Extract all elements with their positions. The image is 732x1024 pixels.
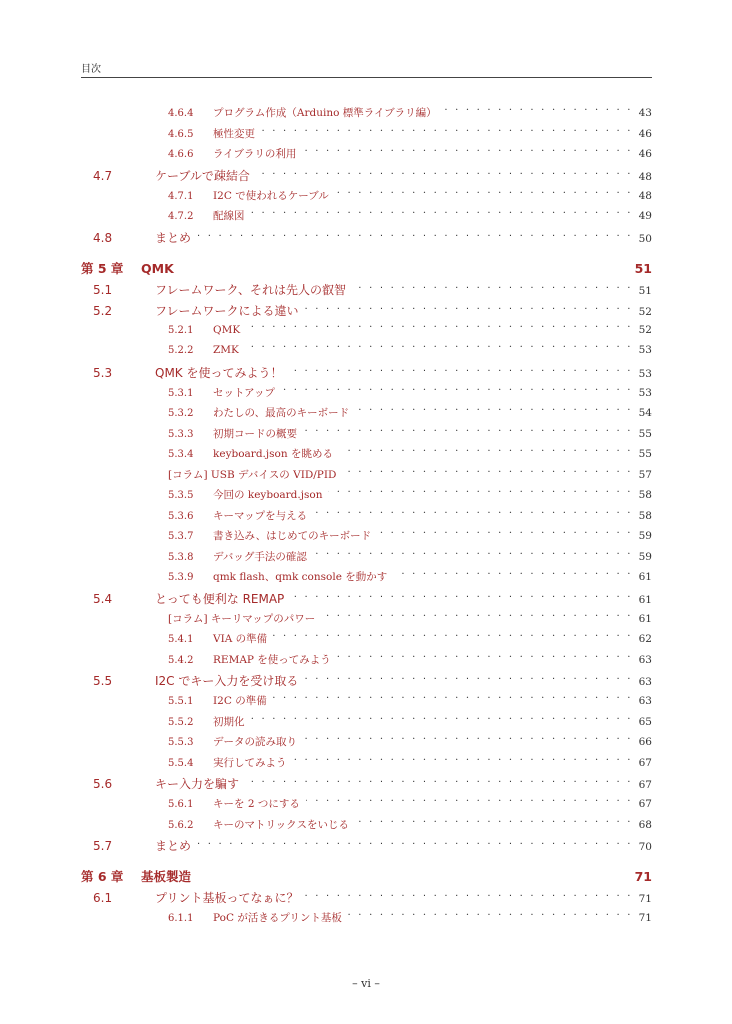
toc-entry-page: 43 [638, 107, 652, 119]
toc-entry-number: 5.2.2 [168, 345, 213, 356]
toc-entry-number: 5.3.4 [168, 449, 213, 460]
toc-entry-title[interactable]: 基板製造 [141, 867, 635, 885]
dot-leader [321, 612, 632, 622]
toc-entry-number: 5.2.1 [168, 325, 213, 336]
toc-entry-title[interactable]: 初期コードの概要 [213, 427, 297, 440]
toc-entry-title[interactable]: ケーブルで疎結合 [155, 168, 250, 183]
toc-entry[interactable] [81, 611, 652, 632]
dot-leader [290, 593, 632, 603]
toc-entry-page: 68 [638, 818, 652, 831]
toc-entry-title[interactable]: データの読み取り [213, 736, 297, 748]
toc-entry-number: 5.3.8 [168, 552, 213, 563]
toc-entry[interactable] [81, 385, 652, 406]
toc-entry-page: 55 [638, 448, 652, 460]
toc-entry-page: 59 [638, 550, 652, 563]
dot-leader [377, 529, 632, 539]
toc-entry[interactable] [81, 590, 652, 611]
toc-entry-number: 6.1.1 [168, 913, 213, 924]
toc-entry[interactable] [81, 796, 652, 817]
toc-entry-page: 50 [638, 232, 652, 245]
toc-entry-page: 48 [638, 170, 652, 183]
toc-entry-number: 5.6.1 [168, 799, 213, 810]
toc-entry-number: 5.5 [93, 674, 155, 688]
dot-leader [288, 367, 632, 377]
toc-entry[interactable] [81, 528, 652, 549]
toc-entry[interactable] [81, 652, 652, 673]
toc-entry-page: 61 [638, 571, 652, 583]
header-title: 目次 [81, 64, 101, 75]
toc-entry-number: 4.6.6 [168, 149, 213, 160]
toc-entry[interactable] [81, 446, 652, 467]
dot-leader [281, 386, 633, 396]
toc-entry-page: 53 [638, 367, 652, 380]
toc-entry-number: 5.3 [93, 366, 155, 380]
toc-entry[interactable] [81, 343, 652, 364]
toc-entry[interactable] [81, 734, 652, 755]
toc-entry-number: 5.1 [93, 283, 155, 297]
toc-entry-title[interactable]: まとめ [155, 230, 192, 245]
toc-entry[interactable] [81, 910, 652, 931]
dot-leader [335, 189, 633, 199]
toc-entry-page: 62 [638, 633, 652, 645]
toc-entry-title[interactable]: ZMK [213, 344, 239, 356]
toc-entry-number: 5.5.4 [168, 758, 213, 769]
toc-entry-title[interactable]: QMK [141, 261, 635, 276]
toc-entry-title[interactable]: ライブラリの利用 [213, 148, 297, 160]
toc-entry-title[interactable]: 初期化 [213, 715, 245, 728]
toc-entry[interactable] [81, 487, 652, 508]
page-number: – vi – [352, 977, 380, 990]
toc-entry[interactable] [81, 302, 652, 323]
toc-entry[interactable] [81, 693, 652, 714]
dot-leader [246, 323, 632, 333]
toc-entry-page: 51 [634, 260, 652, 276]
toc-entry-number: 4.6.4 [168, 108, 213, 119]
dot-leader [251, 209, 633, 219]
toc-entry-page: 51 [638, 284, 652, 297]
toc-entry-number: 4.7 [93, 169, 155, 183]
toc-entry-number: 5.3.7 [168, 531, 213, 542]
toc-entry-page: 71 [634, 869, 652, 884]
toc-entry-page: 46 [638, 148, 652, 160]
toc-entry[interactable] [81, 229, 652, 250]
toc-entry-title[interactable]: プログラム作成（Arduino 標準ライブラリ編） [213, 107, 437, 119]
dot-leader [337, 653, 633, 663]
dot-leader [305, 892, 633, 902]
toc-entry-number: 5.5.3 [168, 737, 213, 748]
table-of-contents [81, 105, 652, 931]
dot-leader [245, 343, 633, 353]
toc-entry-number: 6.1 [93, 891, 155, 905]
dot-leader [339, 447, 633, 457]
toc-entry-title[interactable]: フレームワーク、それは先人の叡智 [155, 282, 347, 297]
toc-entry-title[interactable]: I2C で使われるケーブル [213, 189, 329, 202]
toc-entry-title[interactable]: I2C の準備 [213, 695, 267, 707]
toc-entry-number: 第 6 章 [81, 867, 141, 885]
toc-entry-page: 65 [638, 715, 652, 728]
toc-entry-number: 5.4.1 [168, 634, 213, 645]
toc-entry-number: 5.3.2 [168, 408, 213, 419]
toc-entry-number: 5.5.2 [168, 717, 213, 728]
toc-entry-title[interactable]: とっても便利な REMAP [155, 591, 285, 606]
toc-entry-title[interactable]: PoC が活きるプリント基板 [213, 912, 342, 924]
toc-entry-page: 46 [638, 127, 652, 140]
toc-entry[interactable] [81, 508, 652, 529]
toc-entry[interactable] [81, 714, 652, 735]
toc-entry-number: 5.5.1 [168, 696, 213, 707]
dot-leader [245, 778, 633, 788]
dot-leader [348, 911, 633, 921]
toc-entry-number: 4.6.5 [168, 129, 213, 140]
toc-entry-title[interactable]: キー入力を騙す [155, 777, 240, 791]
toc-entry[interactable] [81, 755, 652, 776]
toc-entry-page: 57 [638, 468, 652, 481]
dot-leader [393, 570, 632, 580]
toc-entry-number: 5.3.1 [168, 388, 213, 399]
toc-entry[interactable] [81, 281, 652, 302]
toc-entry-page: 70 [638, 841, 652, 853]
dot-leader [305, 305, 633, 315]
toc-entry[interactable] [81, 817, 652, 838]
toc-entry-title[interactable]: まとめ [155, 839, 192, 853]
toc-entry-title[interactable]: フレームワークによる違い [155, 303, 299, 318]
toc-entry-number: 5.3.5 [168, 490, 213, 501]
toc-entry-page: 53 [638, 344, 652, 356]
toc-entry-page: 63 [638, 653, 652, 666]
toc-entry-title[interactable]: I2C でキー入力を受け取る [155, 674, 299, 688]
toc-entry-page: 53 [638, 386, 652, 399]
dot-leader [197, 232, 633, 242]
toc-entry-title[interactable]: 実行してみよう [213, 756, 287, 769]
toc-entry-page: 66 [638, 736, 652, 748]
dot-leader [443, 106, 633, 116]
dot-leader [293, 756, 633, 766]
dot-leader [273, 694, 633, 704]
toc-entry-number: 第 5 章 [81, 259, 141, 277]
dot-leader [261, 127, 633, 137]
toc-entry-number: 5.3.6 [168, 511, 213, 522]
toc-entry[interactable] [81, 188, 652, 209]
toc-entry-title[interactable]: VIA の準備 [213, 633, 268, 645]
dot-leader [313, 509, 633, 519]
toc-entry-title[interactable]: [コラム] USB デバイスの VID/PID [168, 468, 337, 481]
toc-entry[interactable] [81, 426, 652, 447]
dot-leader [197, 840, 633, 850]
toc-entry-page: 67 [638, 756, 652, 769]
dot-leader [355, 406, 633, 416]
toc-entry[interactable] [81, 549, 652, 570]
dot-leader [304, 675, 632, 685]
dot-leader [306, 797, 633, 807]
toc-entry-title[interactable]: セットアップ [213, 386, 275, 399]
toc-entry-title[interactable]: 今回の keyboard.json [213, 489, 323, 501]
toc-entry[interactable] [81, 631, 652, 652]
toc-entry-title[interactable]: 配線図 [213, 210, 245, 222]
toc-entry-page: 71 [638, 912, 652, 924]
toc-entry[interactable] [81, 775, 652, 796]
toc-entry-page: 59 [638, 530, 652, 542]
toc-chapter-entry[interactable] [81, 259, 652, 281]
toc-entry-title[interactable]: プリント基板ってなぁに？ [155, 891, 299, 905]
toc-entry-page: 61 [638, 612, 652, 625]
toc-entry-page: 63 [638, 695, 652, 707]
toc-entry[interactable] [81, 672, 652, 693]
toc-entry[interactable] [81, 105, 652, 126]
toc-entry-page: 63 [638, 676, 652, 688]
toc-entry-title[interactable]: キーのマトリックスをいじる [213, 818, 349, 831]
toc-entry-title[interactable]: 極性変更 [213, 127, 255, 140]
dot-leader [303, 427, 633, 437]
toc-entry[interactable] [81, 889, 652, 910]
dot-leader [355, 818, 633, 828]
dot-leader [352, 284, 633, 294]
toc-entry-page: 49 [638, 210, 652, 222]
running-header [81, 60, 652, 78]
toc-entry[interactable] [81, 208, 652, 229]
dot-leader [302, 147, 632, 157]
dot-leader [328, 488, 632, 498]
toc-entry-title[interactable]: キーを 2 つにする [213, 798, 300, 810]
toc-entry-page: 58 [638, 489, 652, 501]
toc-entry-page: 52 [638, 323, 652, 336]
toc-entry[interactable] [81, 364, 652, 385]
toc-entry-number: 4.7.1 [168, 191, 213, 202]
toc-entry-page: 67 [638, 779, 652, 791]
toc-entry-page: 71 [638, 893, 652, 905]
dot-leader [273, 632, 632, 642]
toc-entry[interactable] [81, 126, 652, 147]
toc-entry-page: 67 [638, 798, 652, 810]
toc-entry-number: 5.6.2 [168, 820, 213, 831]
toc-entry-title[interactable]: デバッグ手法の確認 [213, 550, 307, 563]
toc-entry-page: 48 [638, 189, 652, 202]
toc-chapter-entry[interactable] [81, 867, 652, 889]
toc-entry[interactable] [81, 569, 652, 590]
toc-entry-page: 54 [638, 407, 652, 419]
dot-leader [313, 550, 633, 560]
toc-entry-number: 5.7 [93, 839, 155, 853]
toc-entry[interactable] [81, 467, 652, 488]
toc-entry-page: 52 [638, 305, 652, 318]
dot-leader [342, 468, 632, 478]
toc-entry-number: 5.6 [93, 777, 155, 791]
toc-entry[interactable] [81, 167, 652, 188]
toc-entry-number: 5.4 [93, 592, 155, 606]
toc-entry-page: 61 [638, 593, 652, 606]
dot-leader [251, 715, 633, 725]
toc-entry-number: 4.7.2 [168, 211, 213, 222]
toc-entry-title[interactable]: [コラム] キーリマップのパワー [168, 612, 316, 625]
dot-leader [303, 735, 633, 745]
toc-entry-number: 5.3.9 [168, 572, 213, 583]
toc-entry-page: 55 [638, 427, 652, 440]
toc-entry[interactable] [81, 837, 652, 858]
toc-entry-title[interactable]: QMK [213, 323, 241, 336]
toc-entry-number: 5.2 [93, 304, 155, 318]
toc-entry-title[interactable]: 書き込み、はじめてのキーボード [213, 530, 372, 542]
toc-entry[interactable] [81, 405, 652, 426]
toc-entry-title[interactable]: REMAP を使ってみよう [213, 653, 331, 666]
toc-entry-title[interactable]: qmk flash、qmk console を動かす [213, 571, 388, 583]
toc-entry[interactable] [81, 323, 652, 344]
toc-entry-title[interactable]: keyboard.json を眺める [213, 448, 333, 460]
toc-entry-title[interactable]: わたしの、最高のキーボード [213, 407, 350, 419]
toc-entry-page: 58 [638, 509, 652, 522]
toc-entry-title[interactable]: QMK を使ってみよう！ [155, 365, 283, 380]
toc-entry[interactable] [81, 146, 652, 167]
toc-entry-number: 4.8 [93, 231, 155, 245]
toc-entry-number: 5.3.3 [168, 429, 213, 440]
dot-leader [256, 170, 633, 180]
toc-entry-title[interactable]: キーマップを与える [213, 509, 308, 522]
toc-entry-number: 5.4.2 [168, 655, 213, 666]
